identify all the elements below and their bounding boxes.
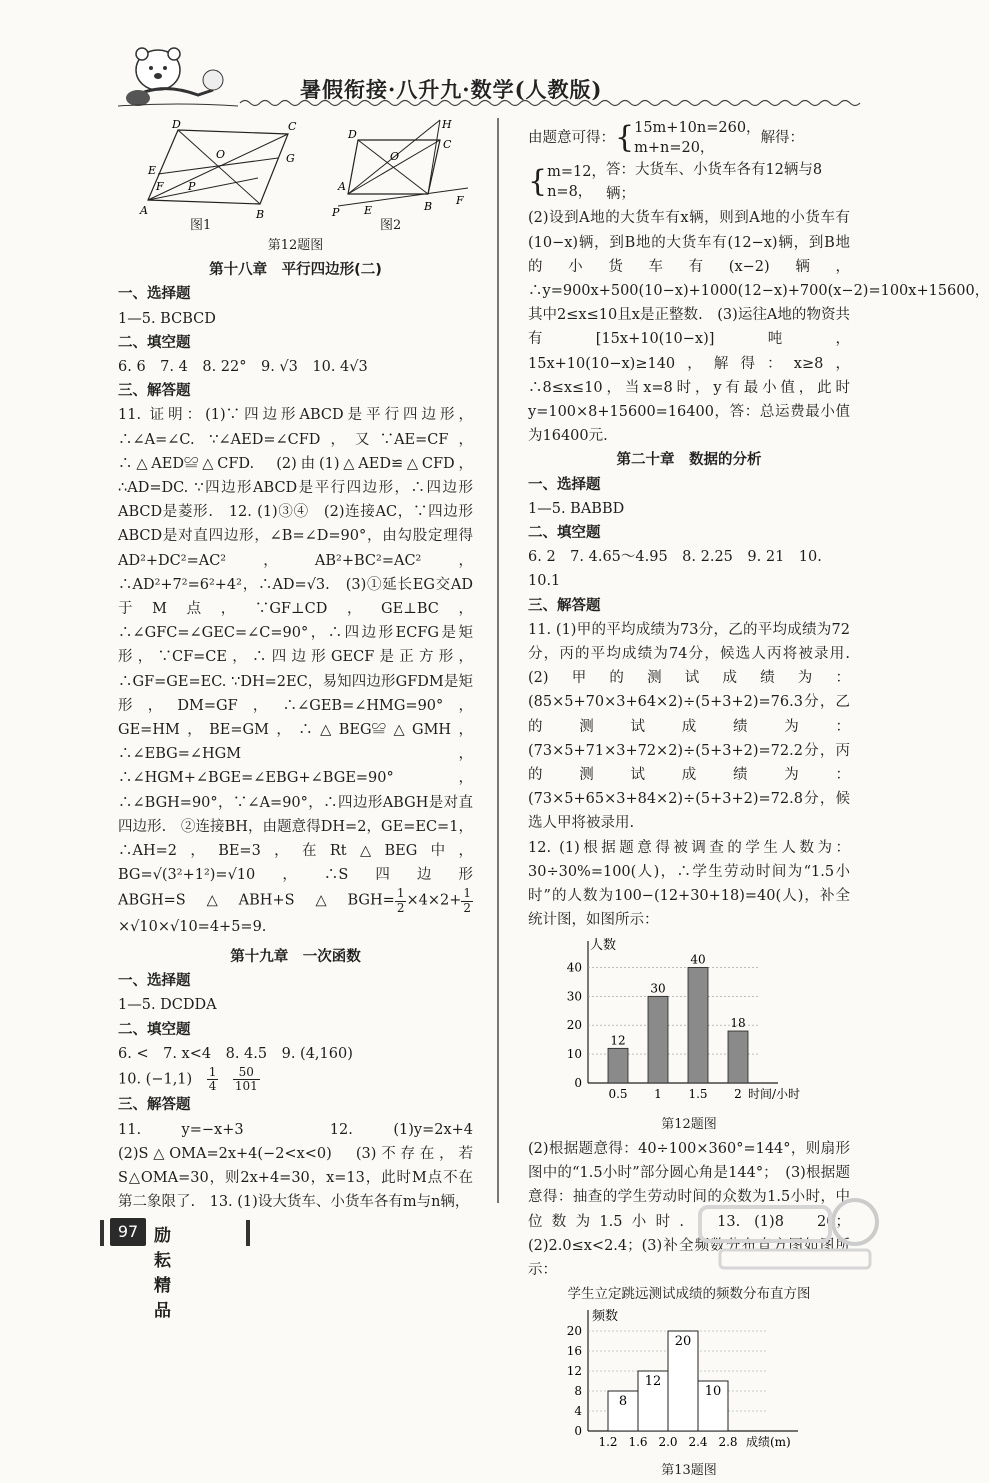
fraction-50-101 xyxy=(233,1066,260,1093)
bar-value-label: 10 xyxy=(704,1384,722,1400)
x-tick-label: 2.4 xyxy=(688,1435,708,1450)
x-tick-label: 1.2 xyxy=(598,1435,618,1450)
fig1-point-E: E xyxy=(148,164,157,177)
equation-system xyxy=(528,118,850,158)
y-tick-label: 0 xyxy=(574,1075,582,1090)
eq-intro: 由题意可得： xyxy=(528,129,615,146)
sol-1: m=12， xyxy=(547,164,606,181)
x-axis-label: 成绩(m) xyxy=(746,1435,791,1450)
fill-10-a: 10. (−1,1) xyxy=(118,1071,193,1088)
section-solve-20: 三、解答题 xyxy=(528,597,601,614)
footer-bar-right xyxy=(246,1220,250,1246)
fill-answers: 6. 6 7. 4 8. 22° 9. √3 10. 4√3 xyxy=(118,359,368,376)
labor-time-bar-chart xyxy=(528,933,850,1113)
y-tick-label: 20 xyxy=(566,1324,582,1339)
section-solve-19: 三、解答题 xyxy=(118,1097,191,1114)
right-column xyxy=(528,118,989,1483)
x-tick-label: 1.5 xyxy=(688,1086,708,1101)
brand-name: 励耘精品 xyxy=(154,1226,172,1321)
figure-1-label: 图1 xyxy=(190,218,212,233)
x-tick-label: 0.5 xyxy=(608,1086,628,1101)
bear-mascot-icon xyxy=(118,40,238,110)
chapter-18-title: 第十八章 平行四边形(二) xyxy=(209,262,382,279)
brace-icon: { xyxy=(615,120,635,155)
footer-bar-left xyxy=(100,1220,104,1246)
bar xyxy=(648,996,668,1083)
y-tick-label: 12 xyxy=(566,1364,582,1379)
fig2-point-P: P xyxy=(332,206,340,219)
bar-value-label: 8 xyxy=(618,1394,628,1410)
bar xyxy=(608,1048,628,1083)
sol-answer: 答：大货车、小货车各有12辆与8辆； xyxy=(605,162,823,203)
frac-den: 4 xyxy=(208,1079,217,1094)
ch18-body-text: 11. 证明：(1)∵四边形ABCD是平行四边形，∴∠A=∠C. ∵∠AED=∠CFD，又∵AE=CF，∴△AED≌△CFD. (2)由(1)△AED≌△CFD，∴AD=DC. ∵四边形ABCD是平行四边形，∴四边形ABCD是菱形. 12. (1)③④ (2)连接AC，∵四边形ABCD是对直四边形，∠B=∠D=90°，由勾股定理得AD²+DC²=AC²，AB²+BC²=AC²，∴AD²+7²=6²+4²，∴AD=√3. (3)①延长EG交AD于M点，∵GF⊥CD，GE⊥BC，∴∠GFC=∠GEC=∠C=90°，∴四边形ECFG是矩形，∵CF=CE，∴四边形GECF是正方形，∴GF=GE=EC. ∵DH=2EC，易知四边形GFDM是矩形，DM=GF，∴∠GEB=∠HMG=90°，GE=HM，BE=GM，∴△BEG≌△GMH，∴∠EBG=∠HGM，∴∠HGM+∠BGE=∠EBG+∠BGE=90°，∴∠BGH=90°，∵∠A=90°，∴四边形ABGH是对直四边形. ②连接BH，由题意得DH=2，GE=EC=1，∴AH=2，BE=3，在Rt△BEG中，BG=√(3²+1²)=√10，∴S四边形ABGH=S△ABH+S△BGH= xyxy=(118,407,473,910)
y-tick-label: 0 xyxy=(574,1424,582,1439)
y-tick-label: 16 xyxy=(566,1344,582,1359)
x-tick-label: 2 xyxy=(734,1086,742,1101)
eq-2: m+n=20， xyxy=(634,140,715,156)
y-tick-label: 40 xyxy=(566,959,582,974)
chapter-18-solutions xyxy=(118,403,473,939)
left-column xyxy=(118,118,488,1214)
sol-lines xyxy=(547,162,606,202)
frac-den: 101 xyxy=(234,1079,258,1094)
page-number: 97 xyxy=(110,1218,146,1246)
transport-solution: (2)设到A地的大货车有x辆，则到A地的小货车有(10−x)辆，到B地的大货车有(12−x)辆，到B地的小货车有(x−2)辆，∴y=900x+500(10−x)+1000(12−x)+700(x−2)=100x+15600，其中2≤x≤10且x是正整数. (3)运往A地的物资共有[15x+10(10−x)]吨，15x+10(10−x)≥140，解得：x≥8，∴8≤x≤10，当x=8时，y有最小值，此时y=100×8+15600=16400，答：总运费最小值为16400元. xyxy=(528,210,989,445)
bar-value-label: 20 xyxy=(674,1334,692,1350)
watermark-logo-icon xyxy=(690,1192,890,1272)
geometry-figures xyxy=(118,118,473,234)
long-jump-histogram xyxy=(528,1306,850,1456)
solution-system xyxy=(528,158,850,206)
fig1-point-P: P xyxy=(188,180,196,193)
fig1-point-G: G xyxy=(286,152,295,165)
frac-den: 2 xyxy=(463,900,471,915)
figure-2 xyxy=(328,118,473,228)
x-tick-label: 1 xyxy=(654,1086,662,1101)
x-tick-label: 1.6 xyxy=(628,1435,648,1450)
fig2-point-A: A xyxy=(338,180,346,193)
section-fill-19: 二、填空题 xyxy=(118,1021,191,1038)
bar-value-label: 30 xyxy=(650,980,666,995)
fill-answers-20: 6. 2 7. 4.65～4.95 8. 2.25 9. 21 10. 10.1 xyxy=(528,549,822,590)
page-header xyxy=(0,0,900,110)
figure-1 xyxy=(138,118,298,228)
fig2-point-E: E xyxy=(364,204,373,217)
choice-answers-19: 1—5. DCDDA xyxy=(118,997,217,1014)
sol-2: n=8， xyxy=(547,184,593,201)
y-tick-label: 4 xyxy=(574,1404,582,1419)
frac-num: 1 xyxy=(396,886,405,901)
chart-2-title: 学生立定跳远测试成绩的频数分布直方图 xyxy=(567,1286,811,1303)
y-tick-label: 10 xyxy=(566,1046,582,1061)
frac-num: 1 xyxy=(463,886,471,901)
ch18-tail-b: ×√10×√10=4+5=9. xyxy=(118,918,267,935)
y-tick-label: 8 xyxy=(574,1384,582,1399)
x-tick-label: 2.8 xyxy=(718,1435,738,1450)
section-choice-20: 一、选择题 xyxy=(528,476,601,493)
chapter-20-title: 第二十章 数据的分析 xyxy=(616,452,762,469)
eq-solve: 解得： xyxy=(760,129,805,146)
fig2-point-F: F xyxy=(456,194,464,207)
section-choice-19: 一、选择题 xyxy=(118,973,191,990)
fig2-point-H: H xyxy=(442,118,452,131)
column-divider xyxy=(497,118,499,1203)
frac-den: 2 xyxy=(396,900,405,915)
fig1-point-O: O xyxy=(216,148,226,161)
fig1-point-F: F xyxy=(156,180,164,193)
frac-num: 50 xyxy=(233,1066,260,1080)
y-axis-label: 人数 xyxy=(590,937,617,953)
fraction-half-1 xyxy=(395,887,407,914)
bar-value-label: 18 xyxy=(730,1015,746,1030)
fraction-half-2 xyxy=(461,887,473,914)
section-solve: 三、解答题 xyxy=(118,383,191,400)
x-tick-label: 2.0 xyxy=(658,1435,678,1450)
fig1-point-B: B xyxy=(256,208,265,221)
fig1-point-C: C xyxy=(288,120,297,133)
ch18-tail-a: ×4×2+ xyxy=(406,893,462,910)
y-tick-label: 20 xyxy=(566,1017,582,1032)
y-tick-label: 30 xyxy=(566,988,582,1003)
y-axis-label: 频数 xyxy=(592,1309,619,1325)
fig1-point-A: A xyxy=(140,204,148,217)
figure-2-label: 图2 xyxy=(380,218,402,233)
figure-caption-12: 第12题图 xyxy=(267,238,324,253)
x-axis-label: 时间/小时 xyxy=(748,1086,801,1101)
chart-1-caption: 第12题图 xyxy=(661,1116,717,1132)
frac-num: 1 xyxy=(208,1065,217,1080)
fill-answers-19: 6. < 7. x<4 8. 4.5 9. (4,160) xyxy=(118,1045,353,1062)
section-choice: 一、选择题 xyxy=(118,286,191,303)
fraction-1-4 xyxy=(207,1066,219,1093)
fig1-point-D: D xyxy=(172,118,181,131)
bar-value-label: 12 xyxy=(644,1374,662,1390)
chart-analysis-solution: (2)根据题意得：40÷100×360°=144°，则扇形图中的“1.5小时”部分圆心角是144°； (3)根据题意得：抽查的学生劳动时间的众数为1.5小时，中位数为1.5小时. 13. (1)8 20；(2)2.0≤x<2.4；(3)补全频数分布直方图如图所示： xyxy=(528,1140,850,1278)
chapter-19-title: 第十九章 一次函数 xyxy=(230,949,361,966)
bar xyxy=(688,967,708,1083)
choice-answers: 1—5. BCBCD xyxy=(118,310,216,327)
fig2-point-B: B xyxy=(424,200,433,213)
bar xyxy=(728,1031,748,1083)
fill-answer-10 xyxy=(118,1066,473,1093)
eq-lines xyxy=(634,118,760,158)
data-analysis-solution: 11. (1)甲的平均成绩为73分，乙的平均成绩为72分，丙的平均成绩为74分，候选人丙将被录用. (2)甲的测试成绩为：(85×5+70×3+64×2)÷(5+3+2)=76.3分，乙的测试成绩为：(73×5+71×3+72×2)÷(5+3+2)=72.2分，丙的测试成绩为：(73×5+65×3+84×2)÷(5+3+2)=72.8分，候选人甲将被录用. 12. (1)根据题意得被调查的学生人数为：30÷30%=100(人)，∴学生劳动时间为“1.5小时”的人数为100−(12+30+18)=40(人)，补全统计图，如图所示： xyxy=(528,621,850,929)
section-fill-20: 二、填空题 xyxy=(528,525,601,542)
fig2-point-D: D xyxy=(348,128,357,141)
bar-value-label: 40 xyxy=(690,951,706,966)
fig2-point-O: O xyxy=(390,150,400,163)
chart-2-caption: 第13题图 xyxy=(661,1462,717,1478)
eq-1: 15m+10n=260， xyxy=(634,120,761,136)
chapter-19-solutions: 11. y=−x+3 12. (1)y=2x+4 (2)S△OMA=2x+4(−2<x<0) (3)不存在，若S△OMA=30，则2x+4=30，x=13，此时M点不在第二象限了. 13. (1)设大货车、小货车各有m与n辆， xyxy=(118,1121,488,1211)
section-fill: 二、填空题 xyxy=(118,334,191,351)
bar-value-label: 12 xyxy=(610,1032,626,1047)
header-wave-divider xyxy=(240,98,860,108)
brace-icon: { xyxy=(528,164,548,200)
page-header-title: 暑假衔接·八升九·数学(人教版) xyxy=(300,77,603,102)
choice-answers-20: 1—5. BABBD xyxy=(528,500,625,517)
fig2-point-C: C xyxy=(443,138,452,151)
